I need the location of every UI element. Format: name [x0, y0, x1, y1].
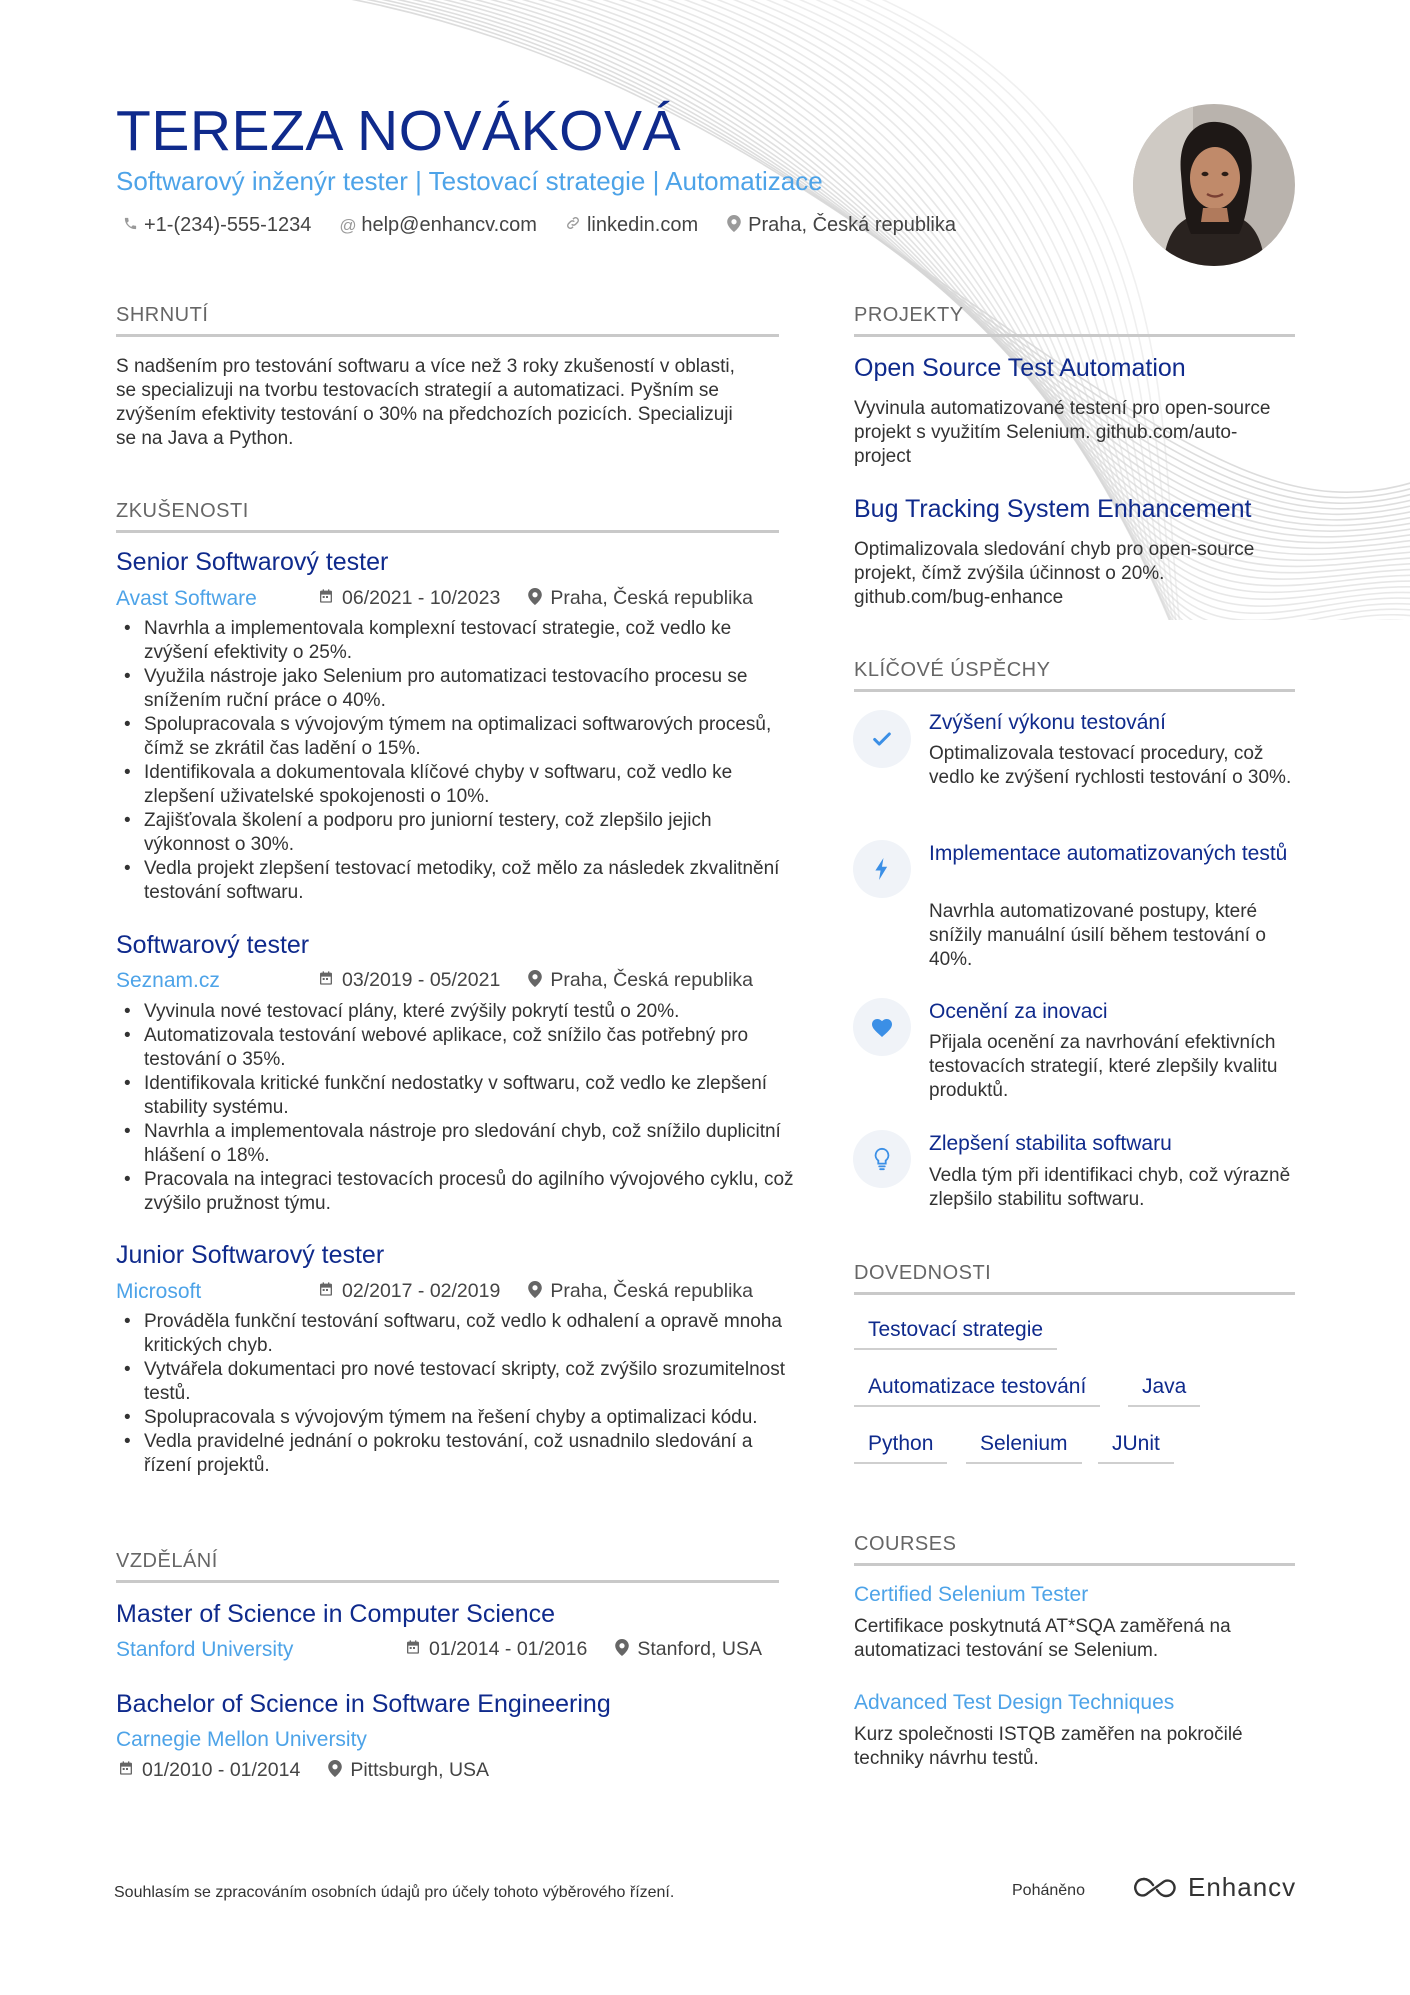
skills-heading: DOVEDNOSTI	[854, 1262, 1295, 1285]
achievement-description: Optimalizovala testovací procedury, což vedlo ke zvýšení rychlosti testování o 30%.	[929, 743, 1292, 788]
company-name: Seznam.cz	[116, 969, 220, 992]
education-location: Pittsburgh, USA	[350, 1759, 490, 1781]
phone-icon	[122, 216, 138, 236]
achievement-title: Implementace automatizovaných testů	[929, 842, 1288, 865]
project-title: Open Source Test Automation	[854, 354, 1186, 382]
calendar-icon	[118, 1760, 134, 1781]
link-icon	[565, 215, 581, 236]
calendar-icon	[318, 970, 334, 991]
list-item: • Automatizovala testování webové aplikace, což snížilo čas potřebný pro testování o 35%.	[144, 1024, 794, 1072]
summary-text: S nadšením pro testování softwaru a více než 3 roky zkušeností v oblasti, se specializuji na tvorbu testovacích strategií a automatizaci. Pyšním se zvýšením efektivity testování o 30% na předchozích pozicích. Specializuji se na Java a Python.	[116, 356, 735, 449]
lightbulb-icon	[853, 1130, 911, 1188]
project-description: Vyvinula automatizované testení pro open-source projekt s využitím Selenium. github.com/auto-project	[854, 398, 1271, 467]
list-item: • Využila nástroje jako Selenium pro automatizaci testovacího procesu se snížením ruční práce o 40%.	[144, 665, 794, 713]
skill-tag: Python	[854, 1432, 947, 1464]
bolt-icon	[853, 840, 911, 898]
enhancv-logo[interactable]	[1132, 1872, 1296, 1903]
brand-name: Enhancv	[1188, 1872, 1297, 1902]
company-name: Avast Software	[116, 587, 257, 610]
contact-email[interactable]	[339, 214, 537, 237]
location-pin-icon	[726, 215, 742, 237]
list-item: • Identifikovala a dokumentovala klíčové chyby v softwaru, což vedlo ke zlepšení uživatelské spokojenosti o 10%.	[144, 761, 794, 809]
at-icon: @	[339, 215, 357, 235]
achievement-title: Ocenění za inovaci	[929, 1000, 1108, 1023]
list-item: • Zajišťovala školení a podporu pro juniorní testery, což zlepšilo jejich výkonnost o 30%.	[144, 809, 794, 857]
job-dates: 06/2021 - 10/2023	[342, 587, 501, 609]
headline: Softwarový inženýr tester | Testovací strategie | Automatizace	[116, 166, 823, 196]
list-item: • Spolupracovala s vývojovým týmem na řešení chyby a optimalizaci kódu.	[144, 1406, 794, 1430]
candidate-name: TEREZA NOVÁKOVÁ	[116, 99, 681, 163]
skill-tag: JUnit	[1098, 1432, 1174, 1464]
list-item: • Navrhla a implementovala komplexní testovací strategie, což vedlo ke zvýšení efektivity o 25%.	[144, 617, 794, 665]
job-bullets	[116, 1000, 794, 1216]
powered-by-text: Poháněno	[1012, 1882, 1085, 1899]
degree-title: Master of Science in Computer Science	[116, 1600, 556, 1628]
course-description: Certifikace poskytnutá AT*SQA zaměřená na automatizaci testování se Selenium.	[854, 1616, 1231, 1661]
achievement-title: Zlepšení stabilita softwaru	[929, 1132, 1172, 1155]
contact-location	[726, 214, 956, 237]
calendar-icon	[405, 1639, 421, 1660]
skill-tag: Selenium	[966, 1432, 1082, 1464]
skill-tag: Java	[1128, 1375, 1200, 1407]
list-item: • Navrhla a implementovala nástroje pro sledování chyb, což snížilo duplicitní hlášení o 18%.	[144, 1120, 794, 1168]
job-meta	[318, 587, 753, 610]
check-icon	[853, 710, 911, 768]
summary-heading: SHRNUTÍ	[116, 304, 779, 327]
education-dates: 01/2010 - 01/2014	[142, 1759, 301, 1781]
job-location: Praha, Česká republika	[550, 587, 754, 609]
list-item: • Vytvářela dokumentaci pro nové testovací skripty, což zvýšilo srozumitelnost testů.	[144, 1358, 794, 1406]
degree-title: Bachelor of Science in Software Engineering	[116, 1690, 611, 1718]
achievements-heading: KLÍČOVÉ ÚSPĚCHY	[854, 659, 1295, 682]
company-name: Microsoft	[116, 1280, 202, 1303]
contact-bar	[122, 214, 956, 237]
project-description: Optimalizovala sledování chyb pro open-source projekt, čímž zvýšila účinnost o 20%. github.com/bug-enhance	[854, 539, 1255, 608]
job-bullets	[116, 617, 794, 905]
education-meta	[118, 1759, 489, 1782]
location-text: Praha, Česká republika	[748, 214, 956, 236]
profile-photo	[1133, 104, 1295, 266]
phone-text: +1-(234)-555-1234	[144, 214, 312, 236]
course-title: Advanced Test Design Techniques	[854, 1691, 1175, 1714]
linkedin-text: linkedin.com	[586, 214, 699, 236]
contact-linkedin[interactable]	[565, 214, 698, 237]
location-pin-icon	[328, 1760, 342, 1782]
heart-icon	[853, 998, 911, 1056]
job-title: Junior Softwarový tester	[116, 1241, 385, 1269]
calendar-icon	[318, 588, 334, 609]
achievement-description: Navrhla automatizované postupy, které snížily manuální úsilí během testování o 40%.	[929, 901, 1266, 970]
location-pin-icon	[528, 588, 542, 610]
projects-heading: PROJEKTY	[854, 304, 1295, 327]
location-pin-icon	[528, 970, 542, 992]
list-item: • Vedla pravidelné jednání o pokroku testování, což usnadnilo sledování a řízení projektů.	[144, 1430, 794, 1478]
job-bullets	[116, 1310, 794, 1478]
job-title: Softwarový tester	[116, 931, 310, 959]
education-dates: 01/2014 - 01/2016	[429, 1638, 588, 1660]
school-name: Carnegie Mellon University	[116, 1728, 367, 1751]
location-pin-icon	[615, 1639, 629, 1661]
infinity-logo-icon	[1132, 1875, 1178, 1901]
job-meta	[318, 969, 753, 992]
achievement-description: Přijala ocenění za navrhování efektivních testovacích strategií, které zlepšily kvalitu produktů.	[929, 1032, 1278, 1101]
job-dates: 03/2019 - 05/2021	[342, 969, 501, 991]
achievement-title: Zvýšení výkonu testování	[929, 711, 1166, 734]
experience-heading: ZKUŠENOSTI	[116, 500, 779, 523]
job-meta	[318, 1280, 753, 1303]
school-name: Stanford University	[116, 1638, 294, 1661]
list-item: • Spolupracovala s vývojovým týmem na optimalizaci softwarových procesů, čímž se zkrátil čas ladění o 15%.	[144, 713, 794, 761]
education-meta	[405, 1638, 762, 1661]
contact-phone[interactable]	[122, 214, 311, 237]
list-item: • Identifikovala kritické funkční nedostatky v softwaru, což vedlo ke zlepšení stability systému.	[144, 1072, 794, 1120]
education-heading: VZDĚLÁNÍ	[116, 1550, 779, 1573]
job-location: Praha, Česká republika	[550, 969, 754, 991]
job-location: Praha, Česká republika	[550, 1280, 754, 1302]
consent-text: Souhlasím se zpracováním osobních údajů pro účely tohoto výběrového řízení.	[114, 1884, 675, 1901]
list-item: • Vyvinula nové testovací plány, které zvýšily pokrytí testů o 20%.	[144, 1000, 794, 1024]
list-item: • Vedla projekt zlepšení testovací metodiky, což mělo za následek zkvalitnění testování softwaru.	[144, 857, 794, 905]
achievement-description: Vedla tým při identifikaci chyb, což výrazně zlepšilo stabilitu softwaru.	[929, 1165, 1291, 1210]
calendar-icon	[318, 1281, 334, 1302]
email-text: help@enhancv.com	[361, 214, 537, 236]
job-title: Senior Softwarový tester	[116, 548, 389, 576]
course-title: Certified Selenium Tester	[854, 1583, 1089, 1606]
course-description: Kurz společnosti ISTQB zaměřen na pokročilé techniky návrhu testů.	[854, 1724, 1243, 1769]
list-item: • Prováděla funkční testování softwaru, což vedlo k odhalení a opravě mnoha kritických chyb.	[144, 1310, 794, 1358]
education-location: Stanford, USA	[637, 1638, 762, 1660]
location-pin-icon	[528, 1281, 542, 1303]
job-dates: 02/2017 - 02/2019	[342, 1280, 501, 1302]
skill-tag: Automatizace testování	[854, 1375, 1100, 1407]
list-item: • Pracovala na integraci testovacích procesů do agilního vývojového cyklu, což zvýšilo pružnost týmu.	[144, 1168, 794, 1216]
courses-heading: COURSES	[854, 1533, 1295, 1556]
skill-tag: Testovací strategie	[854, 1318, 1057, 1350]
project-title: Bug Tracking System Enhancement	[854, 495, 1252, 523]
